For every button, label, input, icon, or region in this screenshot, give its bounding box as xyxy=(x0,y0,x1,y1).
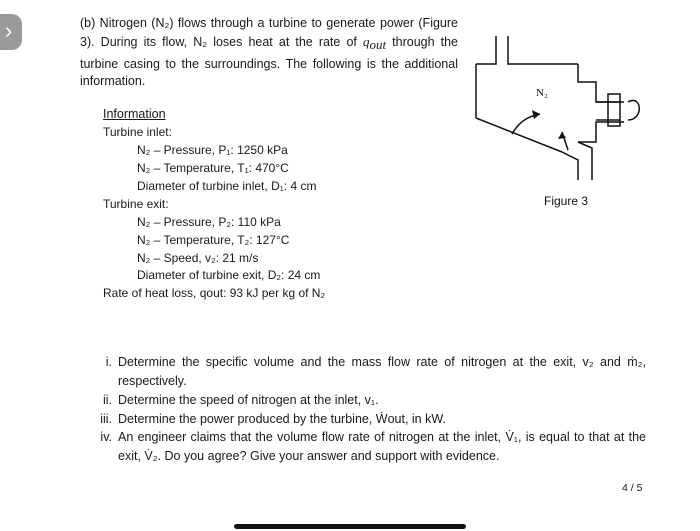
q-out-symbol: q xyxy=(362,33,370,49)
question-text: An engineer claims that the volume flow rate of nitrogen at the inlet, V̇₁, is equal to that at the exit, V̇₂. Do you agree? Give your answer and support with evidence. xyxy=(118,430,646,463)
exit-pipe-left xyxy=(562,152,578,180)
turbine-figure xyxy=(460,20,680,220)
exit-heading: Turbine exit: xyxy=(103,197,169,211)
turbine-right-lower xyxy=(578,122,624,142)
page-number: 4 / 5 xyxy=(622,482,643,494)
chevron-right-icon: › xyxy=(5,18,13,43)
shaft-coupling xyxy=(608,94,620,126)
question-number: ii. xyxy=(102,393,112,407)
turbine-right-upper xyxy=(578,64,624,102)
exit-diameter: Diameter of turbine exit, D₂: 24 cm xyxy=(137,268,321,282)
inlet-pipe-wall xyxy=(508,36,528,64)
inlet-temperature: N₂ – Temperature, T₁: 470°C xyxy=(137,161,289,175)
inlet-diameter: Diameter of turbine inlet, D₁: 4 cm xyxy=(137,179,317,193)
question-i xyxy=(86,353,646,393)
heat-arrowhead-right xyxy=(558,132,566,139)
question-text: Determine the specific volume and the mass flow rate of nitrogen at the exit, v₂ and ṁ₂, respectively. xyxy=(118,355,646,388)
back-tab[interactable] xyxy=(0,14,22,50)
turbine-body-bottom xyxy=(476,118,562,152)
information-title: Information xyxy=(103,107,166,121)
q-out-subscript: out xyxy=(369,37,387,52)
exit-speed: N₂ – Speed, v₂: 21 m/s xyxy=(137,251,259,265)
exit-pipe-right xyxy=(578,142,592,180)
part-b-text-2: through the turbine casing to the surroundings. The following is the additional information. xyxy=(80,34,459,88)
part-b-text-1: Nitrogen (N₂) flows through a turbine to generate power (Figure 3). During its flow, N₂ loses heat at the rate of xyxy=(80,16,458,49)
heat-arrowhead-left xyxy=(532,110,540,119)
question-number: i. xyxy=(105,355,112,369)
part-label: (b) xyxy=(80,16,96,30)
question-text: Determine the power produced by the turbine, Ẇout, in kW. xyxy=(118,412,446,426)
heat-loss-rate: Rate of heat loss, qout: 93 kJ per kg of N₂ xyxy=(103,286,326,300)
shaft-spin-arrow xyxy=(628,100,639,120)
exit-temperature: N₂ – Temperature, T₂: 127°C xyxy=(137,233,290,247)
part-b-paragraph xyxy=(80,15,458,91)
question-text: Determine the speed of nitrogen at the inlet, v₁. xyxy=(118,393,379,407)
gas-label: N₂ xyxy=(536,87,548,99)
exit-pressure: N₂ – Pressure, P₂: 110 kPa xyxy=(137,215,281,229)
inlet-pressure: N₂ – Pressure, P₁: 1250 kPa xyxy=(137,143,288,157)
question-number: iii. xyxy=(100,412,112,426)
inlet-heading: Turbine inlet: xyxy=(103,125,172,139)
question-iv xyxy=(86,428,646,468)
question-number: iv. xyxy=(100,430,112,444)
inlet-pipe xyxy=(476,36,496,64)
home-indicator[interactable] xyxy=(234,524,466,529)
figure-caption: Figure 3 xyxy=(544,194,589,208)
